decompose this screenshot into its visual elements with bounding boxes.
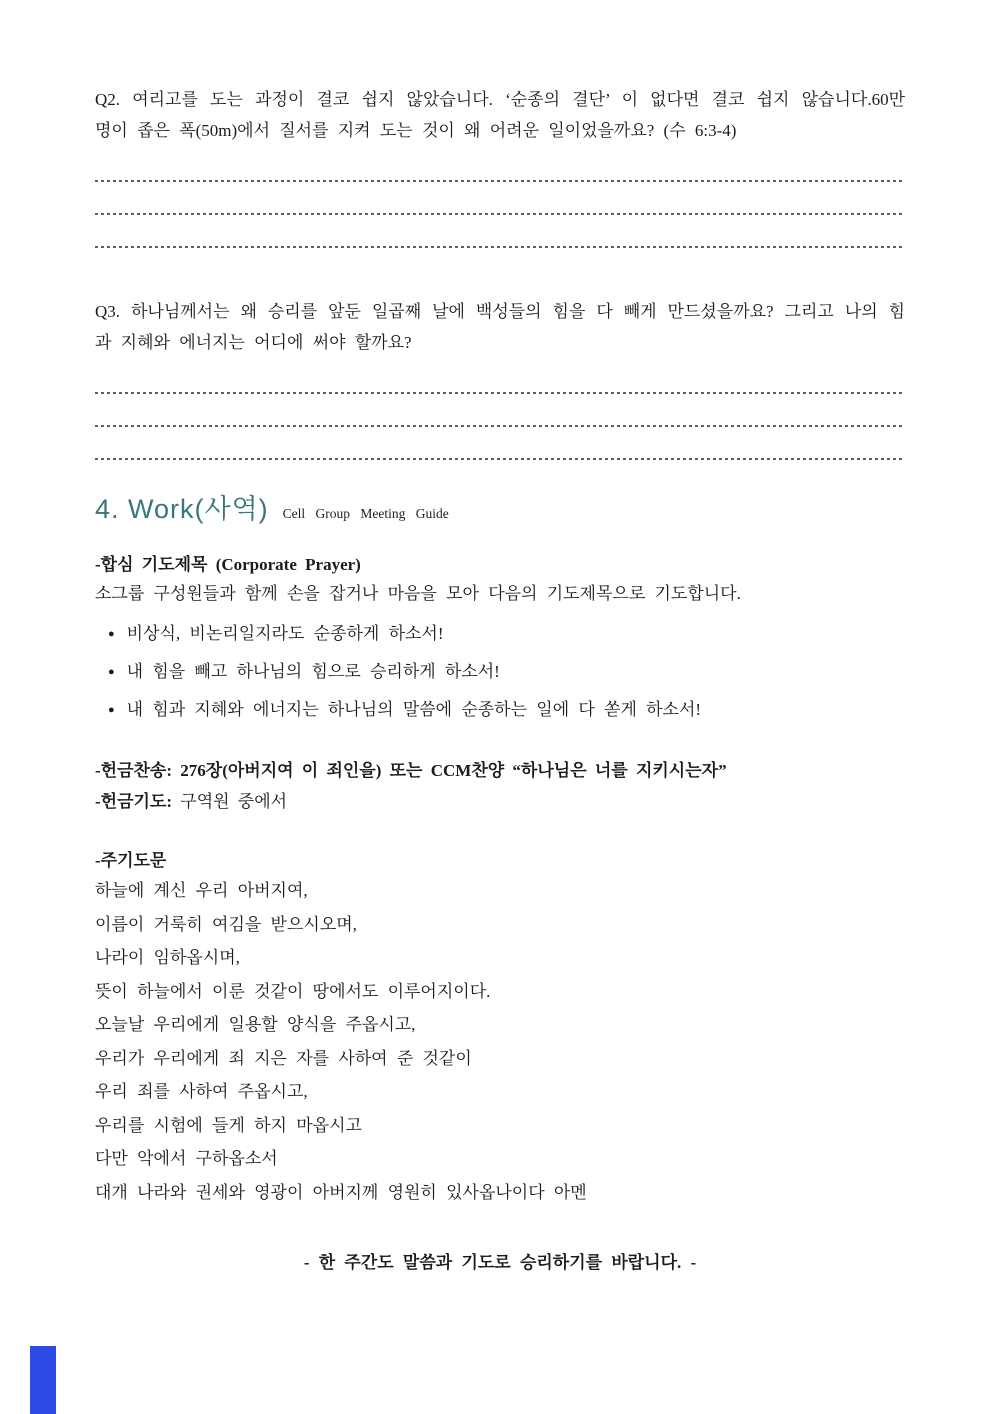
lords-prayer-title: -주기도문 <box>95 851 167 870</box>
ruled-line <box>95 149 905 182</box>
ruled-line <box>95 427 905 460</box>
lords-prayer-line: 뜻이 하늘에서 이룬 것같이 땅에서도 이루어지이다. <box>95 981 491 1001</box>
bullet-icon: ● <box>108 666 115 678</box>
prayer-topic-item <box>95 653 905 691</box>
ruled-line <box>95 215 905 248</box>
offering-prayer-line <box>95 786 905 817</box>
prayer-topics-list <box>95 615 905 729</box>
question-text-line: Q2. 여리고를 도는 과정이 결코 쉽지 않았습니다. ‘순종의 결단’ 이 없다면 결코 쉽지 않습니다.60만 <box>95 90 905 109</box>
prayer-topic-text: 비상식, 비논리일지라도 순종하게 하소서! <box>126 624 444 643</box>
closing-message: - 한 주간도 말씀과 기도로 승리하기를 바랍니다. - <box>303 1253 697 1272</box>
offering-prayer-label: -헌금기도: <box>95 792 173 811</box>
bullet-icon: ● <box>108 704 115 716</box>
lords-prayer-line: 대개 나라와 권세와 영광이 아버지께 영원히 있사옵나이다 아멘 <box>95 1182 587 1202</box>
lords-prayer-line: 오늘날 우리에게 일용할 양식을 주옵시고, <box>95 1015 416 1034</box>
ruled-line <box>95 394 905 427</box>
ruled-line <box>95 361 905 394</box>
question-text-line: Q3. 하나님께서는 왜 승리를 앞둔 일곱째 날에 백성들의 힘을 다 빼게 만드셨을까요? 그리고 나의 힘 <box>95 302 905 321</box>
prayer-topic-item <box>95 615 905 653</box>
offering-song-label: -헌금찬송: <box>95 761 173 780</box>
offering-song-line <box>95 755 905 786</box>
lords-prayer-line: 우리를 시험에 들게 하지 마옵시고 <box>95 1115 362 1135</box>
lords-prayer-line: 우리 죄를 사하여 주옵시고, <box>95 1082 308 1101</box>
question-text-line: 명이 좁은 폭(50m)에서 질서를 지켜 도는 것이 왜 어려운 일이었을까요? (수 6:3-4) <box>95 121 737 140</box>
lords-prayer-line: 다만 악에서 구하옵소서 <box>95 1149 278 1168</box>
lords-prayer-line: 하늘에 계신 우리 아버지여, <box>95 881 308 900</box>
question-q3 <box>95 296 905 358</box>
section-heading-work <box>95 492 905 531</box>
corporate-prayer-title: -합심 기도제목 (Corporate Prayer) <box>95 555 361 574</box>
question-q2 <box>95 84 905 146</box>
lords-prayer-body <box>95 874 905 1209</box>
prayer-topic-text: 내 힘과 지혜와 에너지는 하나님의 말씀에 순종하는 일에 다 쏟게 하소서! <box>126 700 702 719</box>
bullet-icon: ● <box>108 628 115 640</box>
lords-prayer-line: 나라이 임하옵시며, <box>95 948 240 967</box>
offering-prayer-text: 구역원 중에서 <box>180 792 288 811</box>
ruled-line <box>95 182 905 215</box>
lords-prayer-line: 이름이 거룩히 여김을 받으시오며, <box>95 914 357 934</box>
prayer-topic-text: 내 힘을 빼고 하나님의 힘으로 승리하게 하소서! <box>126 662 500 681</box>
offering-song-text: 276장(아버지여 이 죄인을) 또는 CCM찬양 “하나님은 너를 지키시는자” <box>180 761 727 780</box>
lords-prayer-line: 우리가 우리에게 죄 지은 자를 사하여 준 것같이 <box>95 1048 472 1068</box>
blue-mark <box>30 1346 56 1414</box>
section-heading-subtitle: Cell Group Meeting Guide <box>282 506 449 521</box>
section-heading-title: 4. Work(사역) <box>95 494 269 524</box>
answer-lines-q3 <box>95 361 905 460</box>
prayer-topic-item <box>95 691 905 729</box>
question-text-line: 과 지혜와 에너지는 어디에 써야 할까요? <box>95 333 412 352</box>
answer-lines-q2 <box>95 149 905 248</box>
corporate-prayer-intro: 소그룹 구성원들과 함께 손을 잡거나 마음을 모아 다음의 기도제목으로 기도합니다. <box>95 584 741 603</box>
